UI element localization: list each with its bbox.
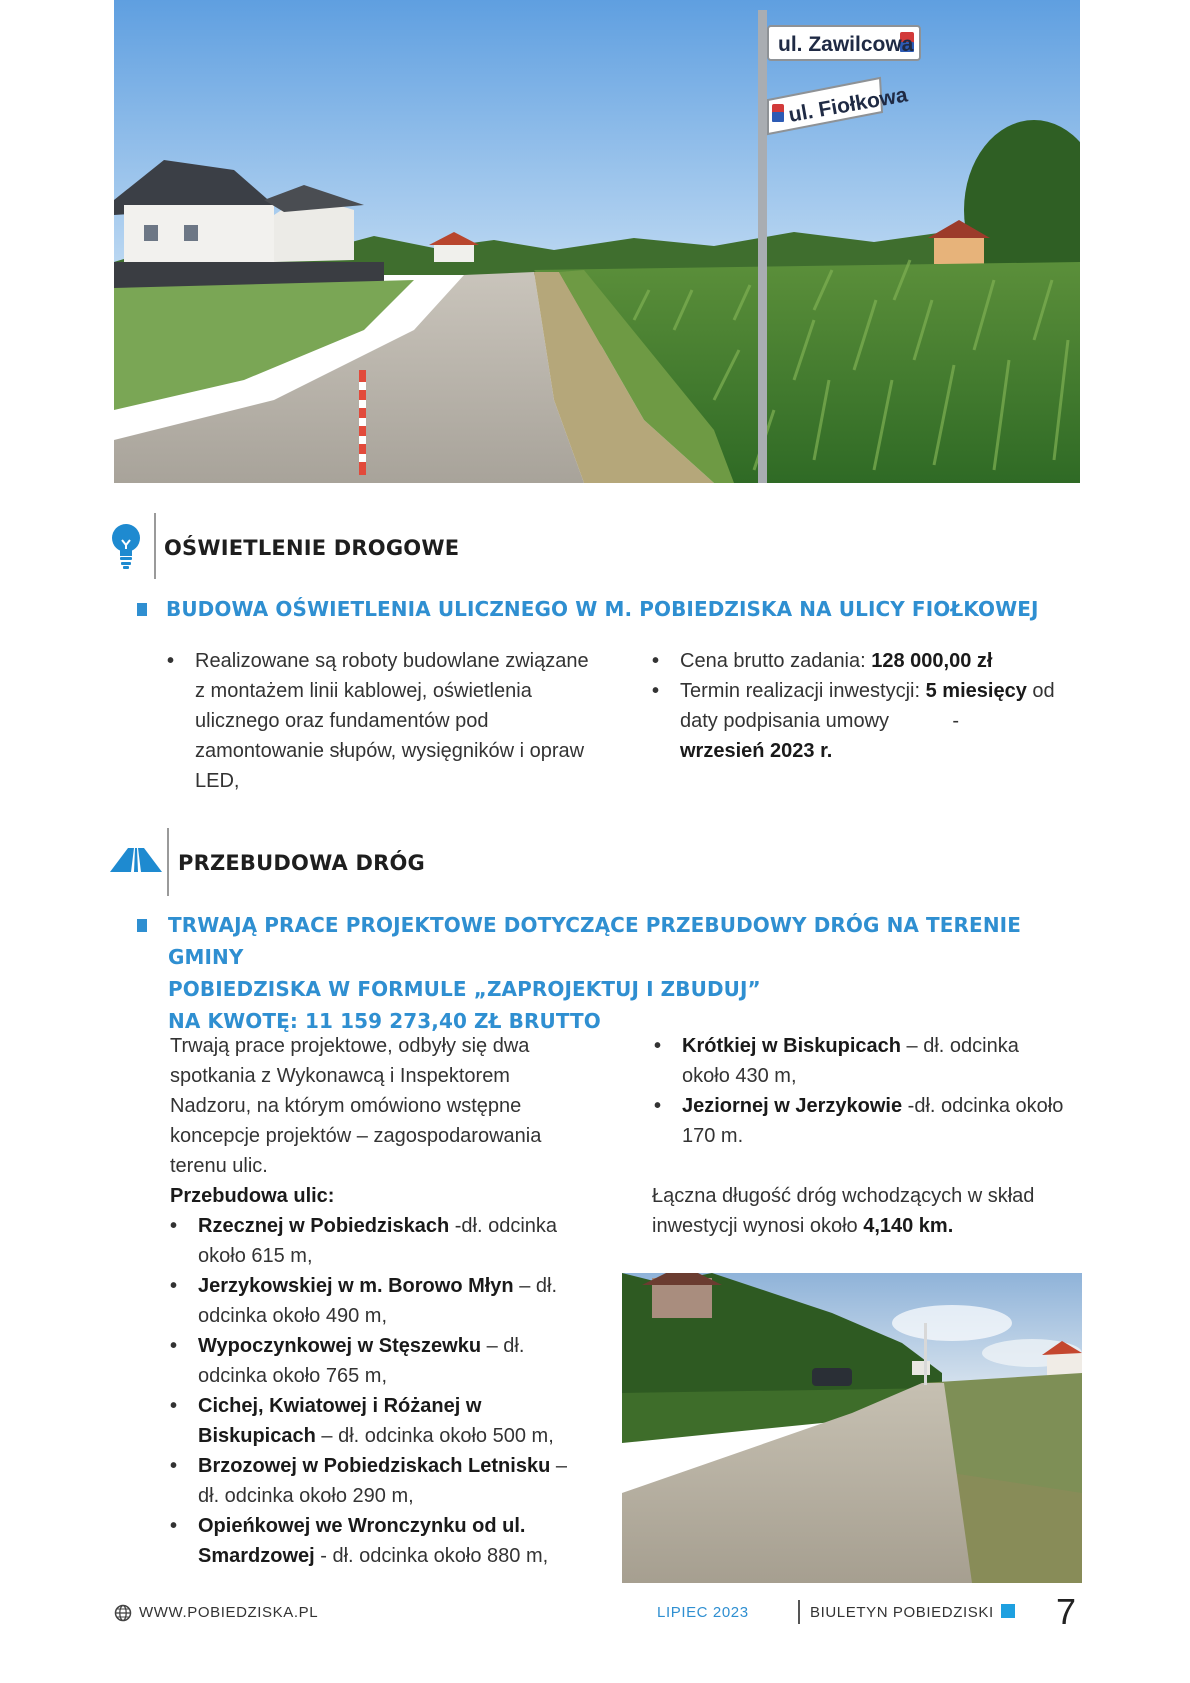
streets-list-continued [652, 1031, 1072, 1151]
subheading-marker [137, 919, 147, 932]
section-title-roads: PRZEBUDOWA DRÓG [178, 851, 425, 875]
footer-divider [798, 1600, 800, 1624]
section-divider [154, 513, 156, 579]
lighting-right-column [650, 646, 1080, 766]
section-title-lighting: OŚWIETLENIE DROGOWE [164, 536, 460, 560]
list-item: • Cichej, Kwiatowej i Różanej w Biskupicach – dł. odcinka około 500 m, [168, 1391, 590, 1451]
street-sign-zawilcowa: ul. Zawilcowa [778, 33, 914, 56]
roads-intro: Trwają prace projektowe, odbyły się dwa spotkania z Wykonawcą i Inspektorem Nadzoru, na którym omówiono wstępne koncepcje projektów – zagospodarowania terenu ulic. [170, 1035, 542, 1177]
roads-right-column [652, 1031, 1072, 1151]
lightbulb-icon [110, 522, 142, 570]
page-number: 7 [1056, 1591, 1077, 1632]
list-item: • Krótkiej w Biskupicach – dł. odcinka około 430 m, [652, 1031, 1072, 1091]
road-icon [110, 846, 162, 874]
subheading-lighting: BUDOWA OŚWIETLENIA ULICZNEGO W M. POBIEDZISKA NA ULICY FIOŁKOWEJ [166, 597, 1039, 621]
list-title: Przebudowa ulic: [170, 1185, 335, 1207]
streets-list [168, 1211, 590, 1571]
list-item: • Jeziornej w Jerzykowie -dł. odcinka około 170 m. [652, 1091, 1072, 1151]
lighting-left-column [165, 646, 595, 796]
list-item: • Rzecznej w Pobiedziskach -dł. odcinka około 615 m, [168, 1211, 590, 1271]
bottom-photo-gravel-road [622, 1273, 1082, 1583]
list-item: • Brzozowej w Pobiedziskach Letnisku – dł. odcinka około 290 m, [168, 1451, 590, 1511]
subheading-marker [137, 603, 147, 616]
list-item: • Realizowane są roboty budowlane związane z montażem linii kablowej, oświetlenia ulicznego oraz fundamentów pod zamontowanie słupów, wysięgników i opraw LED, [165, 646, 595, 796]
roads-total-length: Łączna długość dróg wchodzących w skład inwestycji wynosi około 4,140 km. [652, 1185, 1035, 1237]
street-sign-fiolkowa: ul. Fiołkowa [786, 83, 910, 127]
list-item: • Jerzykowskiej w m. Borowo Młyn – dł. odcinka około 490 m, [168, 1271, 590, 1331]
subheading-roads: TRWAJĄ PRACE PROJEKTOWE DOTYCZĄCE PRZEBUDOWY DRÓG NA TERENIE GMINY POBIEDZISKA W FORMULE „ZAPROJEKTUJ I ZBUDUJ” NA KWOTĘ: 11 159 273,40 ZŁ BRUTTO [168, 913, 1021, 1033]
list-item-price: • Cena brutto zadania: 128 000,00 zł [650, 646, 1080, 676]
issue-date: LIPIEC 2023 [657, 1604, 749, 1621]
roads-left-column [170, 1031, 590, 1571]
section-divider [167, 828, 169, 896]
list-item-term: • Termin realizacji inwestycji: 5 miesięcy od daty podpisania umowy - wrzesień 2023 r. [650, 676, 1080, 766]
accent-square [1001, 1604, 1015, 1618]
list-item: • Opieńkowej we Wronczynku od ul. Smardzowej - dł. odcinka około 880 m, [168, 1511, 590, 1571]
publication-name: BIULETYN POBIEDZISKI [810, 1604, 994, 1621]
website-link[interactable]: WWW.POBIEDZISKA.PL [139, 1604, 319, 1621]
globe-icon [114, 1604, 132, 1622]
list-item: • Wypoczynkowej w Stęszewku – dł. odcinka około 765 m, [168, 1331, 590, 1391]
top-photo-street-signs [114, 0, 1080, 483]
